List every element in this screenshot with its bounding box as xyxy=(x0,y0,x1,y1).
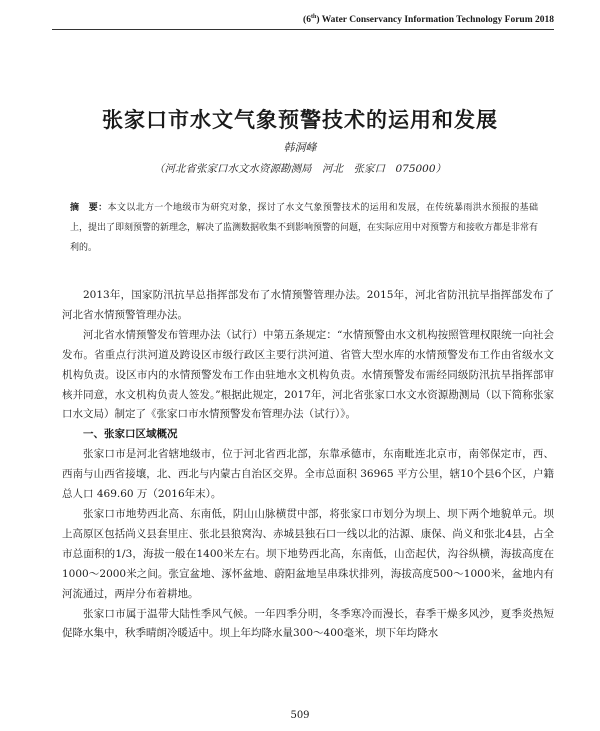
abstract-text: 本文以北方一个地级市为研究对象，探讨了水文气象预警技术的运用和发展，在传统暴雨洪水预报的基础上，提出了即刻预警的新理念，解决了监测数据收集不到影响预警的问题，在实际应用中对预警方和接收方都是非常有利的。 xyxy=(70,203,539,253)
author-name: 韩洞峰 xyxy=(283,141,317,154)
author-affiliation: （河北省张家口水文水资源勘测局 河北 张家口 075000） xyxy=(153,163,447,175)
section-heading-1: 一、张家口区域概况 xyxy=(83,428,178,441)
page-number: 509 xyxy=(290,710,310,721)
abstract xyxy=(70,198,538,258)
header-text: Water Conservancy Information Technology Forum 2018 xyxy=(319,15,554,26)
header-edition-suffix: th xyxy=(310,14,317,20)
paragraph-2: 河北省水情预警发布管理办法（试行）中第五条规定：“水情预警由水文机构按照管理权限统一向社会发布。省重点行洪河道及跨设区市级行政区主要行洪河道、省管大型水库的水情预警发布工作由省级水文机构负责。设区市内的水情预警发布工作由驻地水文机构负责。水情预警发布需经同级防汛抗旱指挥部审核并同意，水文机构负责人签发。”根据此规定，2017年，河北省张家口水文水资源勘测局（以下简称张家口水文局）制定了《张家口市水情预警发布管理办法（试行）》。 xyxy=(62,328,554,421)
abstract-label: 摘 要： xyxy=(70,203,108,213)
running-header: (6th) Water Conservancy Information Technology Forum 2018 xyxy=(52,14,554,30)
paragraph-3: 张家口市是河北省辖地级市，位于河北省西北部，东靠承德市，东南毗连北京市，南邻保定市，西、西南与山西省接壤，北、西北与内蒙古自治区交界。全市总面积 36965 平方公里，辖10个县6个区，户籍总人口 469.60 万（2016年末）。 xyxy=(62,448,554,501)
paper-title: 张家口市水文气象预警技术的运用和发展 xyxy=(102,108,498,132)
body-text xyxy=(62,286,554,644)
paragraph-1: 2013年，国家防汛抗旱总指挥部发布了水情预警管理办法。2015年，河北省防汛抗旱指挥部发布了河北省水情预警管理办法。 xyxy=(62,289,554,321)
header-edition: 6 xyxy=(306,15,311,26)
paragraph-5: 张家口市属于温带大陆性季风气候。一年四季分明，冬季寒冷而漫长，春季干燥多风沙，夏季炎热短促降水集中，秋季晴朗冷暖适中。坝上年均降水量300～400毫米，坝下年均降水 xyxy=(62,607,554,640)
paragraph-4: 张家口市地势西北高、东南低，阴山山脉横贯中部，将张家口市划分为坝上、坝下两个地貌单元。坝上高原区包括尚义县套里庄、张北县狼窝沟、赤城县独石口一线以北的沽源、康保、尚义和张北4县，占全市总面积的1/3，海拔一般在1400米左右。坝下地势西北高，东南低，山峦起伏，沟谷纵横，海拔高度在1000～2000米之间。张宣盆地、涿怀盆地、蔚阳盆地呈串珠状排列，海拔高度500～1000米，盆地内有河流通过，两岸分布着耕地。 xyxy=(62,507,554,600)
